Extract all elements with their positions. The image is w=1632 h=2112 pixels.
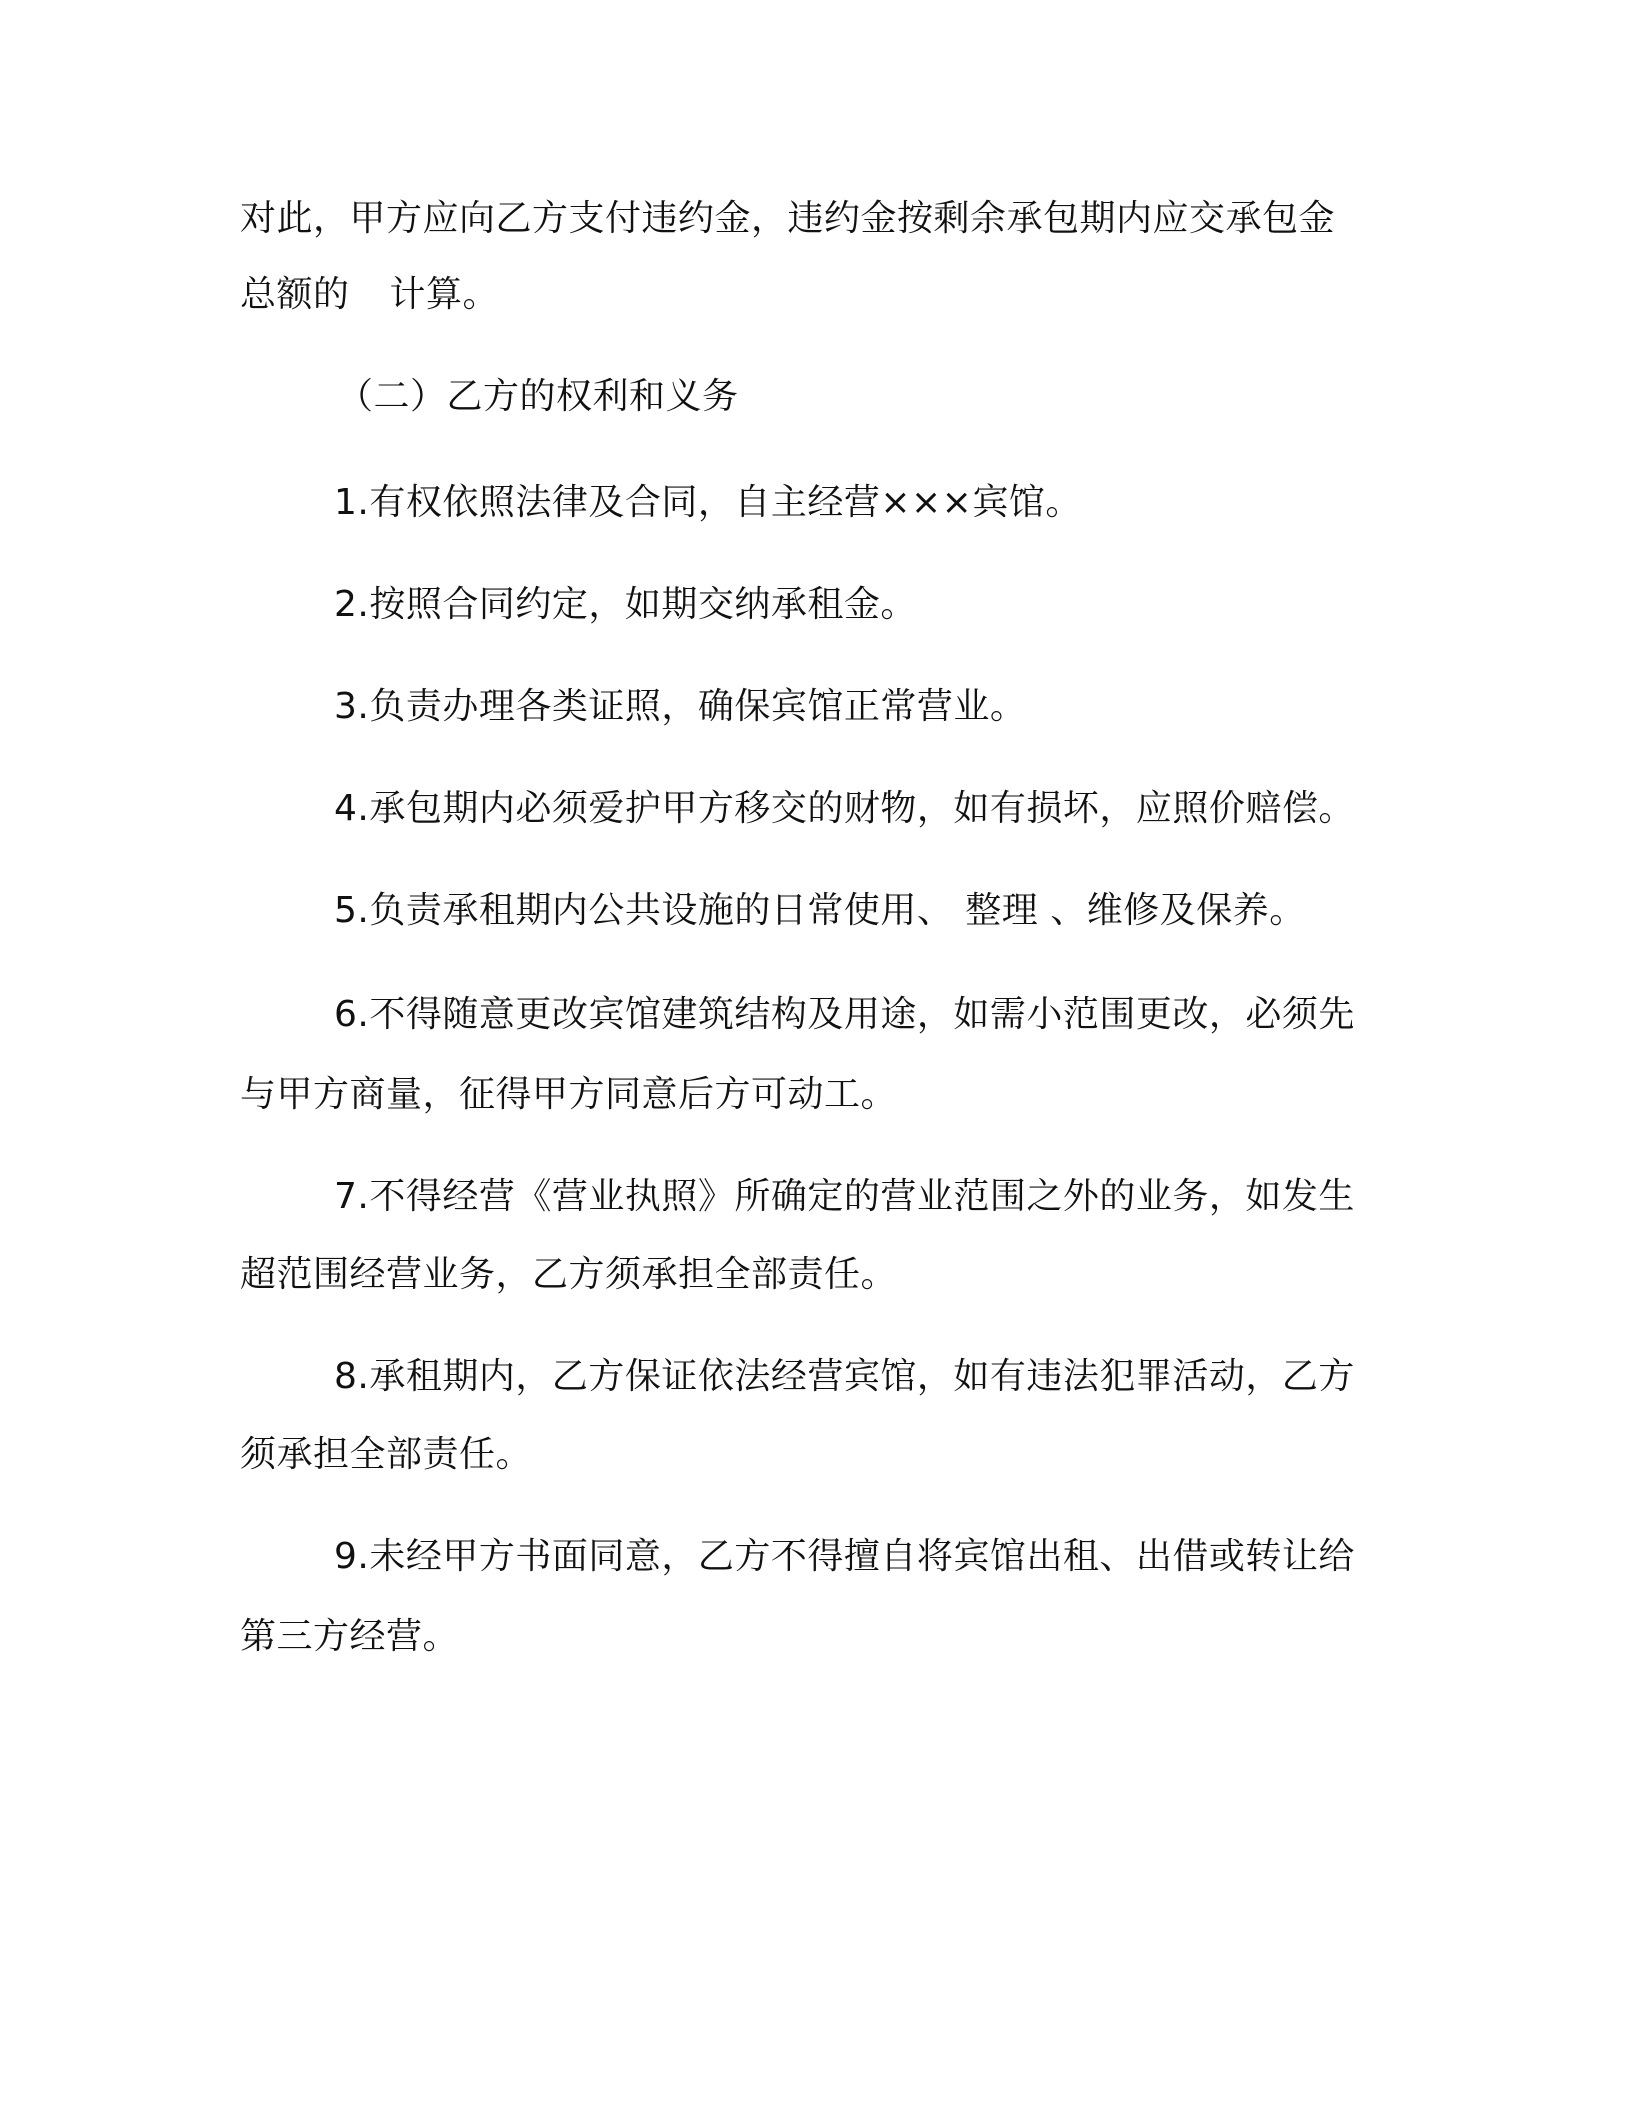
list-item-6-line-2: 与甲方商量，征得甲方同意后方可动工。 [240, 1074, 898, 1115]
paragraph-line [240, 272, 499, 318]
list-item-5: 5.负责承租期内公共设施的日常使用、 整理 、维修及保养。 [334, 890, 1306, 931]
section-heading: （二）乙方的权利和义务 [337, 376, 739, 417]
paragraph-line: 对此，甲方应向乙方支付违约金，违约金按剩余承包期内应交承包金 [240, 198, 1336, 239]
paragraph-text: 总额的 [240, 274, 350, 315]
list-item-7-line-2: 超范围经营业务，乙方须承担全部责任。 [240, 1254, 898, 1295]
list-item-6-line-1: 6.不得随意更改宾馆建筑结构及用途，如需小范围更改，必须先 [334, 994, 1355, 1035]
list-item-8-line-2: 须承担全部责任。 [240, 1434, 533, 1475]
list-item-1: 1.有权依照法律及合同，自主经营×××宾馆。 [334, 482, 1082, 523]
list-item-9-line-2: 第三方经营。 [240, 1616, 460, 1657]
list-item-7-line-1: 7.不得经营《营业执照》所确定的营业范围之外的业务，如发生 [334, 1176, 1355, 1217]
list-item-9-line-1: 9.未经甲方书面同意，乙方不得擅自将宾馆出租、出借或转让给 [334, 1536, 1355, 1577]
list-item-8-line-1: 8.承租期内，乙方保证依法经营宾馆，如有违法犯罪活动，乙方 [334, 1356, 1355, 1397]
list-item-2: 2.按照合同约定，如期交纳承租金。 [334, 584, 917, 625]
paragraph-text: 计算。 [389, 274, 500, 315]
list-item-3: 3.负责办理各类证照，确保宾馆正常营业。 [334, 686, 1027, 727]
list-item-4: 4.承包期内必须爱护甲方移交的财物，如有损坏，应照价赔偿。 [334, 788, 1355, 829]
